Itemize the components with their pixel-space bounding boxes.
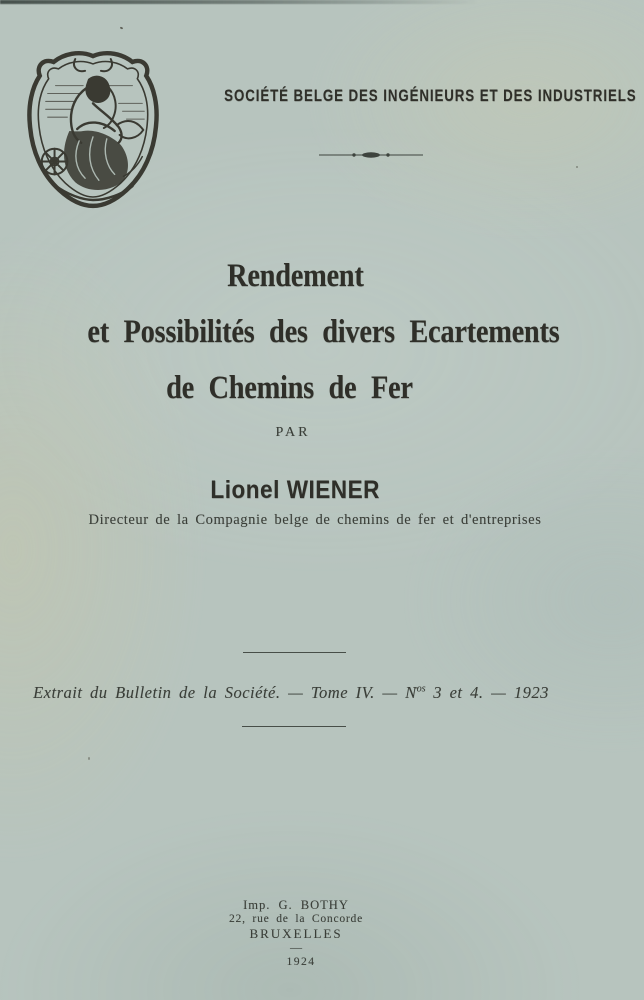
author-name	[0, 476, 617, 505]
society-name	[166, 86, 637, 106]
title-line-2: et Possibilités des divers Ecartements	[86, 314, 560, 350]
author-name-text: Lionel WIENER	[210, 476, 380, 504]
ornament-divider	[319, 147, 423, 157]
imprint-year: 1924	[286, 956, 316, 968]
citation-rule-bottom	[242, 726, 346, 727]
citation-rule-top	[243, 652, 346, 653]
byline-par: PAR	[275, 425, 311, 440]
society-emblem	[24, 46, 162, 212]
line-lozenge-ornament-icon	[319, 150, 423, 160]
citation-superscript: os	[416, 683, 426, 695]
citation-line: Extrait du Bulletin de la Société. — Tome IV. — $N^{os}$ 3 et 4. — 1923	[33, 683, 549, 702]
title-line-3: de Chemins de Fer	[165, 370, 413, 406]
title-line-1: Rendement	[226, 258, 364, 294]
society-name-text: SOCIÉTÉ BELGE DES INGÉNIEURS ET DES INDUSTRIELS	[224, 86, 637, 105]
paper-speck	[576, 166, 578, 168]
imprint-address: 22, rue de la Concorde	[228, 913, 364, 925]
printer-imprint	[0, 898, 618, 970]
imprint-separator: —	[290, 940, 302, 954]
paper-speck	[120, 26, 124, 29]
imprint-printer-name: Imp. G. BOTHY	[243, 898, 349, 912]
scan-edge-shadow	[0, 0, 478, 4]
author-role: Directeur de la Compagnie belge de chemins de fer et d'entreprises	[88, 512, 542, 528]
main-title	[0, 248, 644, 416]
seated-figure-engraving-icon	[24, 46, 162, 212]
paper-speck	[88, 757, 90, 760]
imprint-city: BRUXELLES	[249, 925, 343, 941]
